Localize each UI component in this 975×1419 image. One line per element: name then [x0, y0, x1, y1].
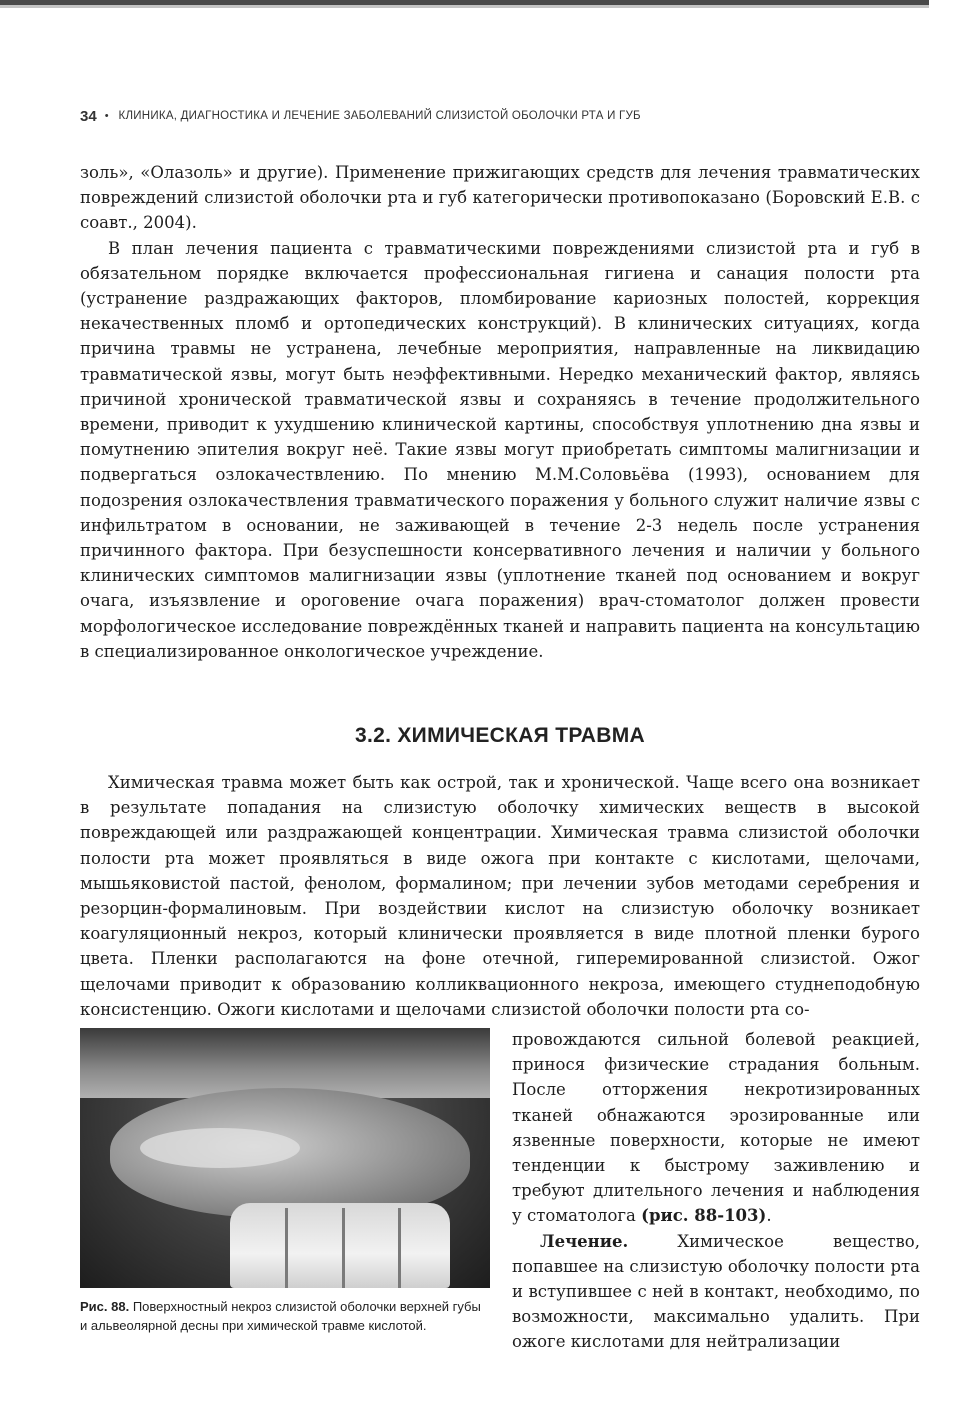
section-heading: 3.2. ХИМИЧЕСКАЯ ТРАВМА [355, 724, 645, 747]
paragraph-side-continuation [512, 1027, 920, 1229]
side-text-end: . [766, 1206, 772, 1226]
page-number: 34 [80, 107, 97, 125]
text-block-top [80, 160, 920, 664]
paragraph-treatment-plan: В план лечения пациента с травматическими повреждениями слизистой рта и губ в обязательном порядке включается профессиональная гигиена и санация полости рта (устранение раздражающих факторов, пломбирование кариозных полостей, коррекция некачественных пломб и ортопедических конструкций). В клинических ситуациях, когда причина травмы не устранена, лечебные мероприятия, направленные на ликвидацию травматической язвы, могут быть неэффективными. Нередко механический фактор, являясь причиной хронической травматической язвы и сохраняясь в течение продолжительного времени, приводит к ухудшению клинической картины, способствуя уплотнению дна язвы и помутнению эпителия вокруг неё. Такие язвы могут приобретать симптомы малигнизации и подвергаться озлокачествлению. По мнению М.М.Соловьёва (1993), основанием для подозрения озлокачествления травматического поражения у больного служит наличие язвы с инфильтратом в основании, не заживающей в течение 2-3 недель после устранения причинного фактора. При безуспешности консервативного лечения и наличии у больного клинических симптомов малигнизации язвы (уплотнение тканей под основанием и вокруг очага, изъязвление и ороговение очага поражения) врач-стоматолог должен провести морфологическое исследование повреждённых тканей и направить пациента на консультацию в специализированное онкологическое учреждение. [80, 238, 920, 661]
photo-tooth-gap [285, 1208, 288, 1288]
text-block-side [512, 1027, 920, 1355]
photo-tooth-gap [398, 1208, 401, 1288]
photo-teeth [230, 1203, 450, 1288]
treatment-text: Химическое вещество, попавшее на слизистую оболочку полости рта и вступившее с ней в контакт, необходимо, по возможности, максимально удалить. При ожоге кислотами для нейтрализации [512, 1231, 920, 1352]
figure-caption [80, 1298, 490, 1335]
text-block-middle [80, 770, 920, 1022]
figure-reference: (рис. 88-103) [641, 1206, 767, 1226]
photo-necrosis-area [140, 1128, 300, 1168]
figure-caption-text: Поверхностный некроз слизистой оболочки верхней губы и альвеолярной десны при химической травме кислотой. [80, 1299, 481, 1333]
side-text: провождаются сильной болевой реакцией, принося физические страдания больным. После отторжения некротизированных тканей обнажаются эрозированные или язвенные поверхности, которые не имеют тенденции к быстрому заживлению и требуют длительного лечения и наблюдения у стоматолога [512, 1030, 920, 1226]
running-header [80, 106, 940, 126]
paragraph-continuation: золь», «Олазоль» и другие). Применение прижигающих средств для лечения травматических повреждений слизистой оболочки рта и губ категорически противопоказано (Боровский Е.В. с соавт., 2004). [80, 163, 920, 233]
photo-tooth-gap [342, 1208, 345, 1288]
paragraph-treatment [512, 1229, 920, 1355]
figure-88 [80, 1028, 490, 1335]
figure-label: Рис. 88. [80, 1299, 130, 1314]
paragraph-chemical-trauma: Химическая травма может быть как острой, так и хронической. Чаще всего она возникает в результате попадания на слизистую оболочку химических веществ в высокой повреждающей или раздражающей концентрации. Химическая травма слизистой оболочки полости рта может проявляться в виде ожога при контакте с кислотами, щелочами, мышьяковистой пастой, фенолом, формалином; при лечении зубов методами серебрения и резорцин-формалиновым. При воздействии кислот на слизистую оболочку возникает коагуляционный некроз, который клинически проявляется в виде плотной пленки бурого цвета. Пленки располагаются на фоне отечной, гиперемированной слизистой. Ожог щелочами приводит к образованию колликвационного некроза, имеющего студнеподобную консистенцию. Ожоги кислотами и щелочами слизистой оболочки полости рта со- [80, 773, 920, 1019]
top-border-shadow [0, 5, 929, 8]
clinical-photo [80, 1028, 490, 1288]
header-bullet: • [104, 110, 109, 122]
treatment-label: Лечение. [540, 1231, 629, 1251]
running-title: КЛИНИКА, ДИАГНОСТИКА И ЛЕЧЕНИЕ ЗАБОЛЕВАНИЙ СЛИЗИСТОЙ ОБОЛОЧКИ РТА И ГУБ [118, 110, 641, 122]
